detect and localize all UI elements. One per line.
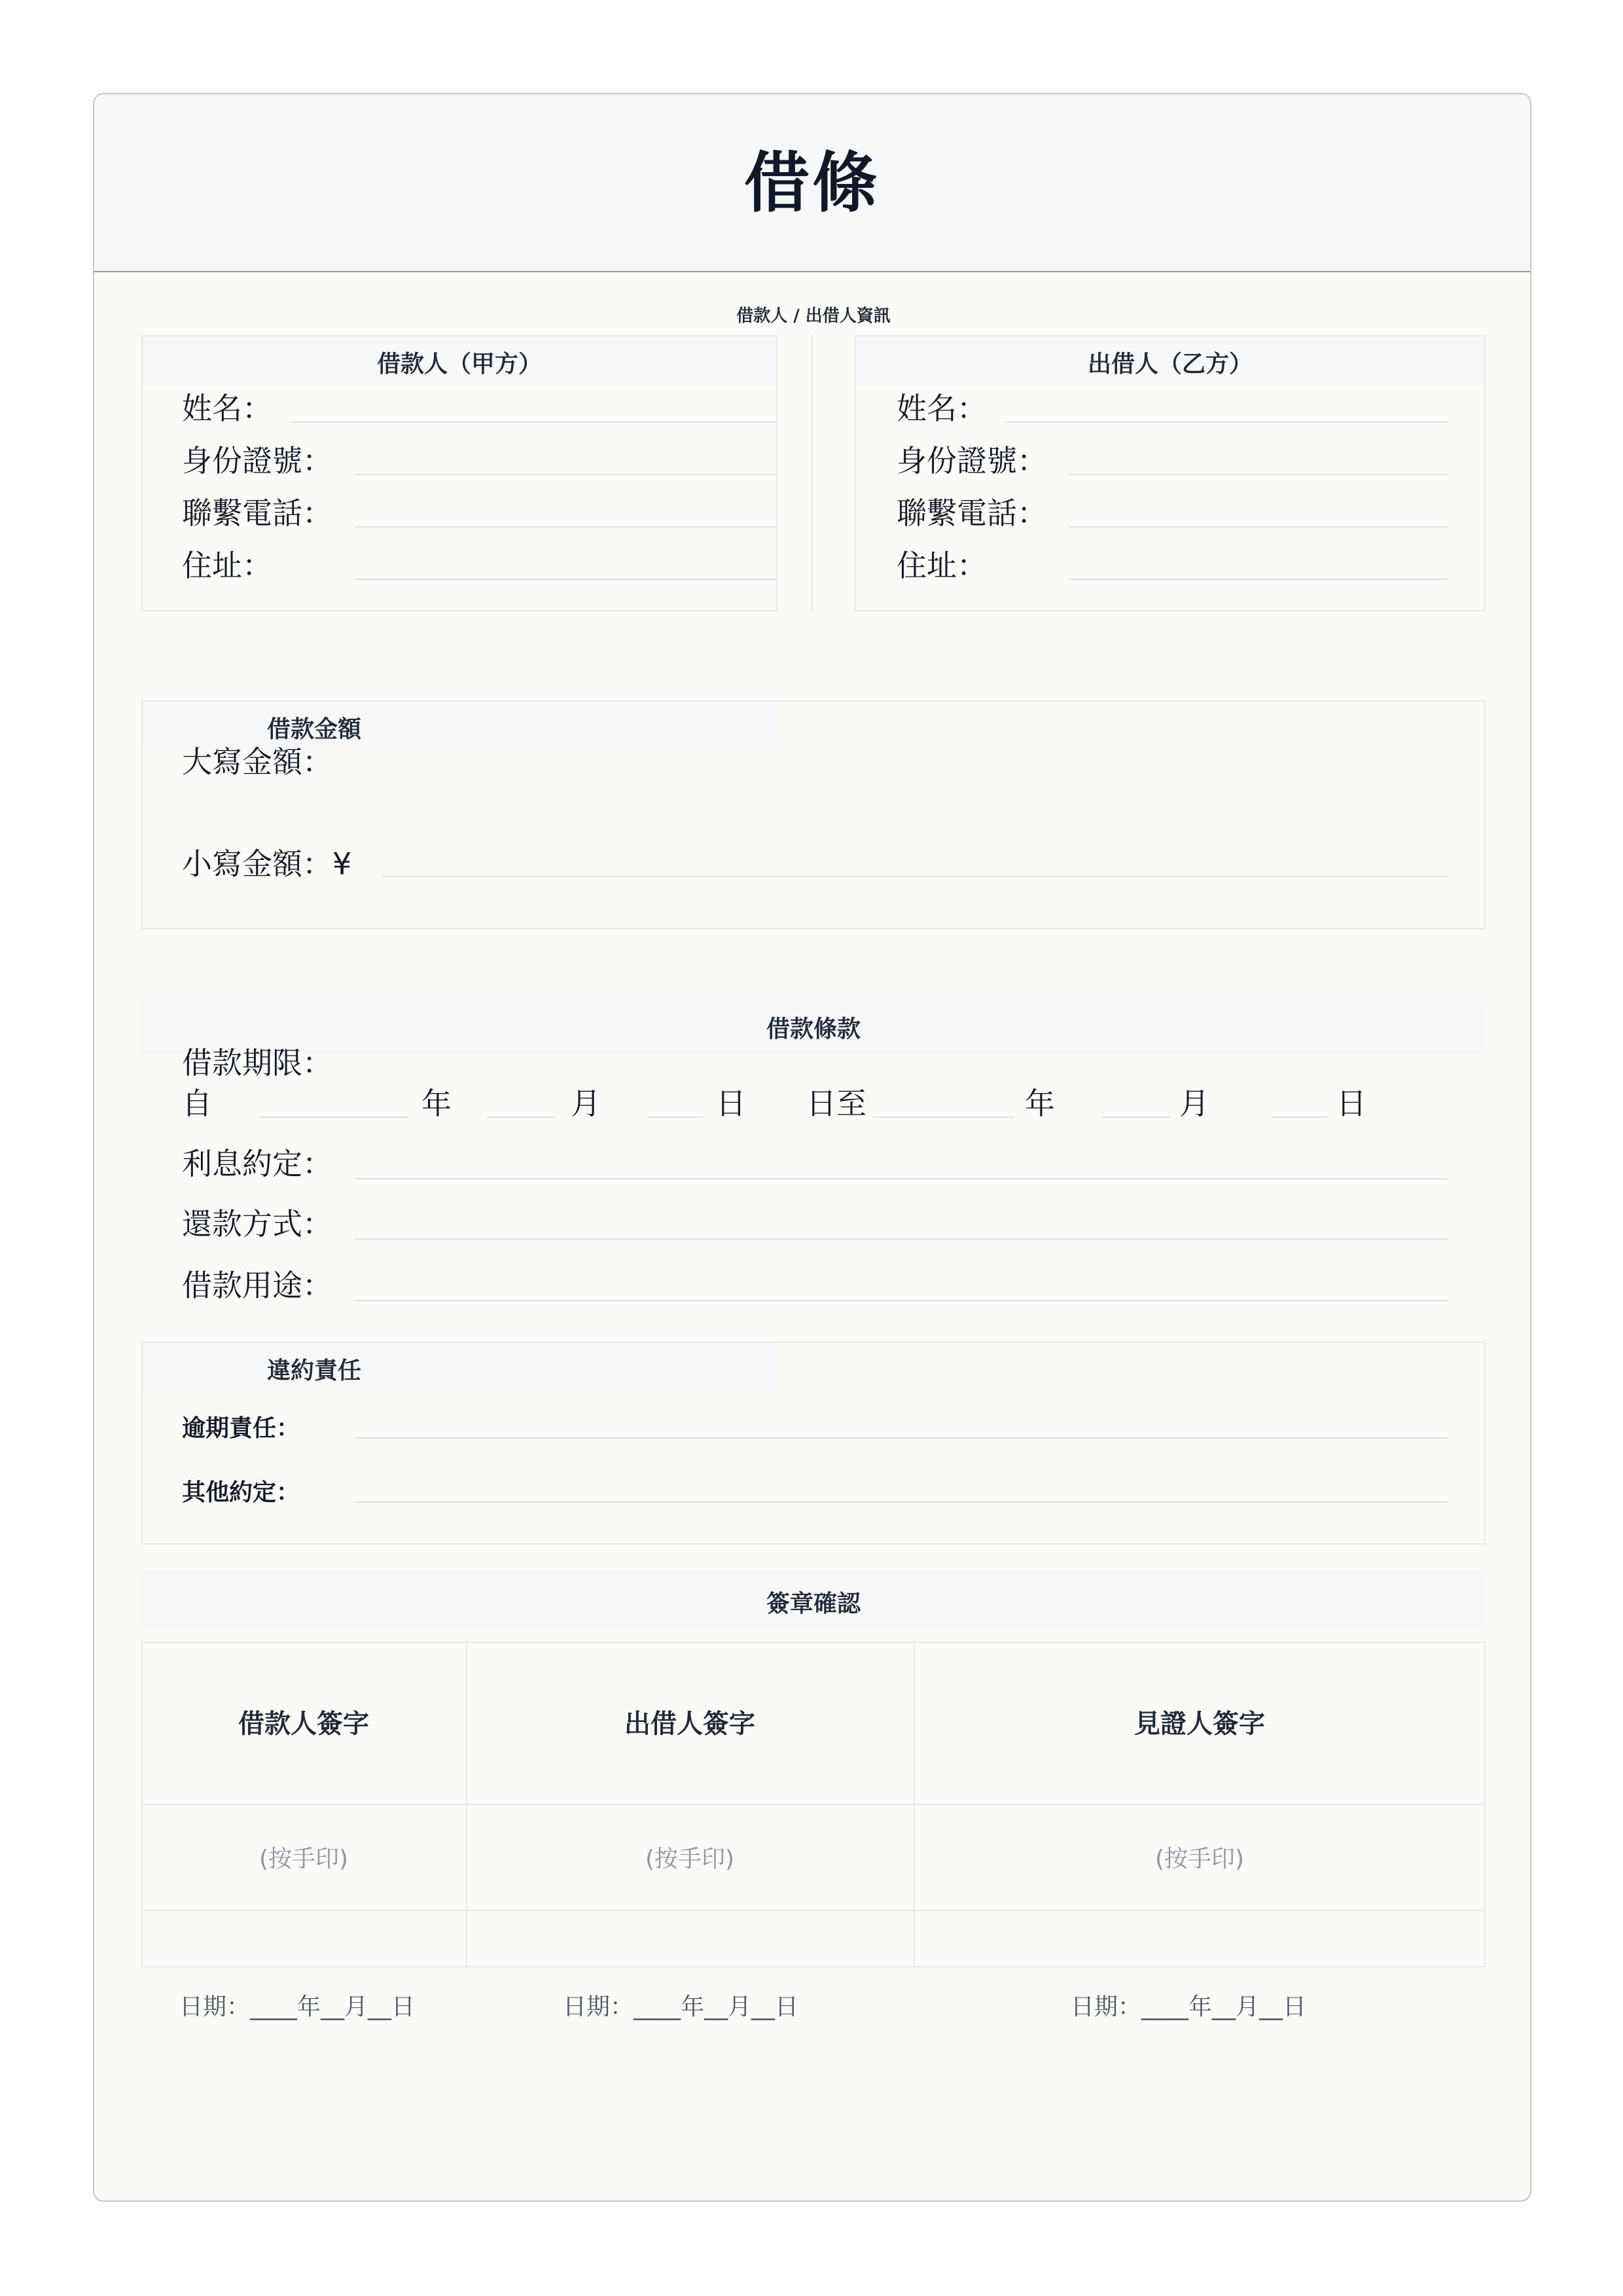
repayment-field[interactable] bbox=[355, 1238, 1448, 1240]
lowercase-amount-field[interactable] bbox=[382, 876, 1448, 877]
lender-address-label: 住址： bbox=[897, 548, 987, 583]
uppercase-amount-label: 大寫金額： bbox=[182, 744, 332, 780]
lender-sign-date: 日期：____年__月__日 bbox=[563, 1994, 799, 2020]
lender-phone-field[interactable] bbox=[1069, 526, 1448, 528]
amount-box bbox=[141, 700, 1486, 929]
borrower-phone-field[interactable] bbox=[355, 526, 776, 528]
end-month-field[interactable] bbox=[1102, 1117, 1170, 1118]
end-year-field[interactable] bbox=[873, 1117, 1014, 1118]
period-to-label: 日至 bbox=[806, 1086, 866, 1121]
repayment-label: 還款方式： bbox=[182, 1206, 332, 1242]
borrower-sign-date: 日期：____年__月__日 bbox=[179, 1994, 416, 2020]
interest-label: 利息約定： bbox=[182, 1146, 332, 1181]
document-header bbox=[94, 94, 1530, 272]
borrower-address-label: 住址： bbox=[182, 548, 272, 583]
borrower-name-label: 姓名： bbox=[182, 391, 272, 426]
period-from-label: 自 bbox=[182, 1086, 212, 1121]
overdue-label: 逾期責任： bbox=[182, 1415, 300, 1442]
purpose-label: 借款用途： bbox=[182, 1268, 332, 1303]
end-year-label: 年 bbox=[1025, 1086, 1055, 1121]
lender-heading: 出借人（乙方） bbox=[1087, 351, 1253, 378]
iou-document bbox=[93, 93, 1531, 2202]
lender-id-field[interactable] bbox=[1069, 474, 1448, 475]
lender-thumbprint-hint: (按手印) bbox=[645, 1846, 735, 1873]
overdue-field[interactable] bbox=[355, 1437, 1448, 1439]
purpose-field[interactable] bbox=[355, 1300, 1448, 1301]
borrower-heading: 借款人（甲方） bbox=[376, 351, 542, 378]
end-day-label: 日 bbox=[1336, 1086, 1366, 1121]
party-divider bbox=[812, 335, 813, 611]
witness-thumbprint-hint: (按手印) bbox=[1154, 1846, 1245, 1873]
lender-id-label: 身份證號： bbox=[897, 443, 1047, 478]
lender-phone-label: 聯繫電話： bbox=[897, 495, 1047, 531]
party-section-caption: 借款人 / 出借人資訊 bbox=[736, 306, 891, 326]
breach-heading: 違約責任 bbox=[267, 1357, 362, 1384]
start-day-label: 日 bbox=[716, 1086, 746, 1121]
terms-heading: 借款條款 bbox=[766, 1016, 861, 1043]
start-month-field[interactable] bbox=[487, 1117, 555, 1118]
signature-heading: 簽章確認 bbox=[766, 1590, 861, 1617]
witness-signature-header: 見證人簽字 bbox=[1134, 1709, 1265, 1739]
breach-box bbox=[141, 1342, 1486, 1545]
lender-name-label: 姓名： bbox=[897, 391, 987, 426]
other-terms-label: 其他約定： bbox=[182, 1479, 300, 1506]
borrower-name-field[interactable] bbox=[291, 422, 776, 423]
end-month-label: 月 bbox=[1179, 1086, 1209, 1121]
lender-signature-header: 出借人簽字 bbox=[624, 1709, 755, 1739]
borrower-phone-label: 聯繫電話： bbox=[182, 495, 332, 531]
borrower-address-field[interactable] bbox=[355, 579, 776, 580]
witness-sign-date: 日期：____年__月__日 bbox=[1071, 1994, 1307, 2020]
end-day-field[interactable] bbox=[1272, 1117, 1327, 1118]
other-terms-field[interactable] bbox=[355, 1501, 1448, 1503]
start-month-label: 月 bbox=[571, 1086, 601, 1121]
loan-period-label: 借款期限： bbox=[182, 1045, 332, 1081]
start-day-field[interactable] bbox=[648, 1117, 703, 1118]
document-title: 借條 bbox=[744, 145, 880, 221]
start-year-field[interactable] bbox=[259, 1117, 408, 1118]
amount-heading: 借款金額 bbox=[267, 716, 362, 743]
borrower-signature-header: 借款人簽字 bbox=[238, 1709, 369, 1739]
lender-name-field[interactable] bbox=[1005, 422, 1448, 423]
borrower-id-field[interactable] bbox=[355, 474, 776, 475]
lender-address-field[interactable] bbox=[1069, 579, 1448, 580]
borrower-thumbprint-hint: (按手印) bbox=[259, 1846, 349, 1873]
borrower-id-label: 身份證號： bbox=[182, 443, 332, 478]
interest-field[interactable] bbox=[355, 1178, 1448, 1179]
start-year-label: 年 bbox=[421, 1086, 452, 1121]
lowercase-amount-label: 小寫金額：¥ bbox=[182, 846, 352, 882]
